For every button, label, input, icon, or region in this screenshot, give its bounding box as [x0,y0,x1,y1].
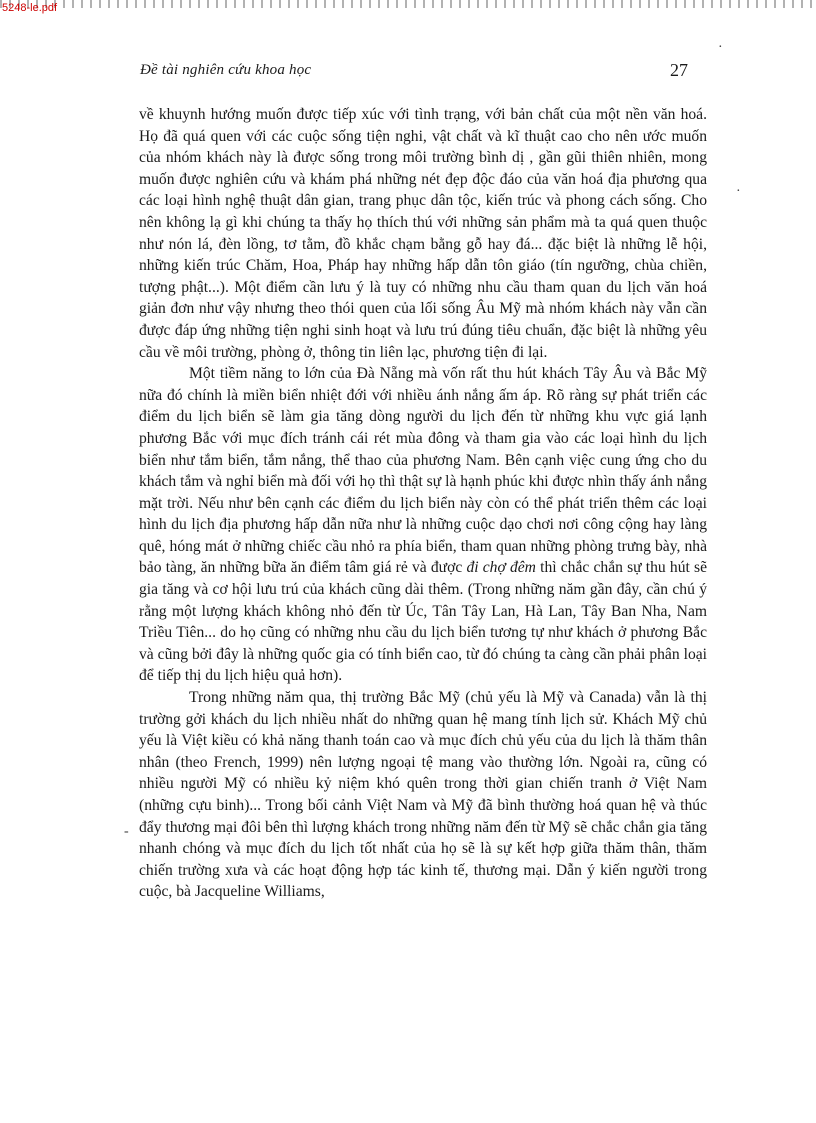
italic-phrase: đi chợ đêm [466,559,536,577]
paragraph [139,687,707,903]
paragraph [139,104,707,363]
page-number: 27 [670,60,688,80]
text-run: Một tiềm năng to lớn của Đà Nẵng mà vốn rất thu hút khách Tây Âu và Bắc Mỹ nữa đó chính là miền biển nhiệt đới với nhiều ánh nắng ấm áp. Rõ ràng sự phát triển các điểm du lịch biển sẽ làm gia tăng dòng người du lịch đến từ những khu vực giá lạnh phương Bắc với mục đích tránh cái rét mùa đông và tham gia vào các loại hình du lịch biển như tắm biển, tắm nắng, thể thao của phương Nam. Bên cạnh việc cung ứng cho du khách tắm và nghỉ biển mà đối với họ thì thật sự là hạnh phúc khi được nhìn thấy ánh nắng mặt trời. Nếu như bên cạnh các điểm du lịch biển này còn có thể phát triển thêm các loại hình du lịch địa phương hấp dẫn nữa như là những cuộc dạo chơi nơi công cộng hay làng quê, hóng mát ở những chiếc cầu nhỏ ra phía biển, tham quan những phòng trưng bày, nhà bảo tàng, ăn những bữa ăn điểm tâm giá rẻ và được [139,365,707,577]
page-header [140,60,688,84]
file-name-label: 5248-le.pdf [2,2,58,14]
paragraph [139,363,707,687]
text-run: Trong những năm qua, thị trường Bắc Mỹ (chủ yếu là Mỹ và Canada) vẫn là thị trường gởi khách du lịch nhiều nhất do những quan hệ mang tính lịch sử. Khách Mỹ chủ yếu là Việt kiều có khả năng thanh toán cao và mục đích chủ yếu của du lịch là thăm thân nhân (theo French, 1999) nên lượng ngoại tệ mang vào thường lớn. Ngoài ra, cũng có nhiều người Mỹ có nhiều kỷ niệm khó quên trong thời gian chiến tranh ở Việt Nam (những cựu binh)... Trong bối cảnh Việt Nam và Mỹ đã bình thường hoá quan hệ và thúc đẩy thương mại đôi bên thì lượng khách trong những năm đến từ Mỹ sẽ chắc chắn gia tăng nhanh chóng và mục đích du lịch tốt nhất của họ sẽ là sự kết hợp giữa thăm thân, thăm chiến trường xưa và các hoạt động hợp tác kinh tế, thương mại. Dẫn ý kiến người trong cuộc, bà Jacqueline Williams, [139,689,707,901]
body-text [139,104,707,903]
text-run: thì chắc chắn sự thu hút sẽ gia tăng và cơ hội lưu trú của khách cũng dài thêm. (Trong những năm gần đây, cần chú ý rằng một lượng khách không nhỏ đến từ Úc, Tân Tây Lan, Hà Lan, Tây Ban Nha, Nam Triều Tiên... do họ cũng có những nhu cầu du lịch biển tương tự như khách ở phương Bắc và cũng bởi đây là những quốc gia có tính biển cao, từ đó chúng ta càng cần phải phân loại để tiếp thị du lịch hiệu quả hơn). [139,559,707,685]
margin-speck: · [718,40,723,55]
running-head: Đề tài nghiên cứu khoa học [140,62,312,78]
text-run: về khuynh hướng muốn được tiếp xúc với tình trạng, với bản chất của một nền văn hoá. Họ đã quá quen với các cuộc sống tiện nghi, vật chất và kĩ thuật cao cho nên ước muốn của nhóm khách này là được sống trong môi trường bình dị , gần gũi thiên nhiên, mong muốn được nghiên cứu và khám phá những nét đẹp độc đáo của văn hoá địa phương qua các loại hình nghệ thuật dân gian, trang phục dân tộc, kiến trúc và phong cách sống. Cho nên không lạ gì khi chúng ta thấy họ thích thú với những sản phẩm mà ta quá quen thuộc như nón lá, đèn lồng, tơ tằm, đồ khắc chạm bằng gỗ hay đá... đặc biệt là những lễ hội, những kiến trúc Chăm, Hoa, Pháp hay những hấp dẫn tôn giáo (tín ngưỡng, chùa chiền, tượng phật...). Một điểm cần lưu ý là tuy có những nhu cầu tham quan du lịch văn hoá giản đơn như vậy nhưng theo thói quen của lối sống Âu Mỹ mà nhóm khách này vẫn cần được đáp ứng những tiện nghi sinh hoạt và lưu trú đúng tiêu chuẩn, đặc biệt là những yêu cầu về môi trường, phòng ở, thông tin liên lạc, phương tiện đi lại. [139,106,707,361]
scan-top-edge [0,0,816,8]
margin-speck: · [736,184,741,199]
margin-speck: - [124,824,129,839]
